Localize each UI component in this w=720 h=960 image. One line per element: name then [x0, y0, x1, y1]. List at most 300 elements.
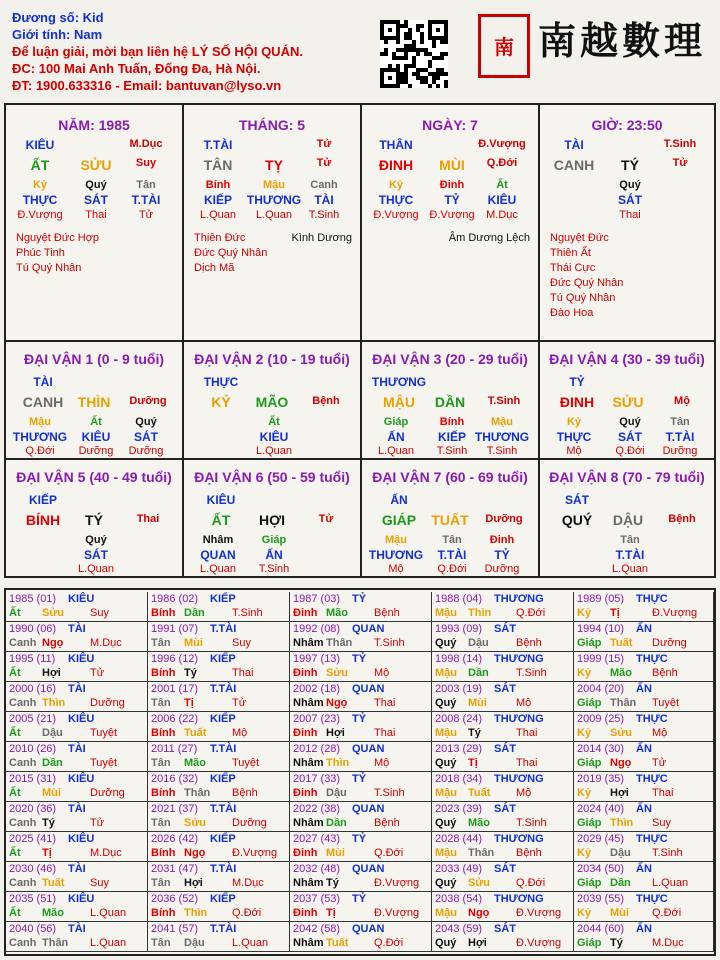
year-god: QUAN	[352, 803, 385, 815]
year-state: Thai	[232, 667, 254, 679]
pillar-stem: CANH	[553, 157, 595, 173]
pillar-title: GIỜ: 23:50	[591, 117, 663, 133]
year-state: Tuyệt	[652, 697, 680, 709]
dai-van-7	[362, 460, 540, 578]
year-label: 2040 (56)	[9, 923, 57, 935]
year-table	[4, 588, 716, 956]
dai-van-god: SÁT	[565, 493, 589, 507]
year-stem: Bính	[151, 667, 176, 679]
pillar-top: Tử	[316, 138, 332, 150]
year-stem: Kỷ	[577, 727, 592, 739]
year-god: KIẾP	[210, 773, 236, 785]
year-label: 2001 (17)	[151, 683, 199, 695]
year-state: T.Sinh	[516, 817, 547, 829]
year-stem: Mậu	[435, 787, 457, 799]
year-god: KIÊU	[68, 833, 95, 845]
year-branch: Mão	[184, 757, 206, 769]
owner-value: Kid	[82, 10, 104, 25]
year-state: T.Sinh	[516, 667, 547, 679]
year-label: 2027 (43)	[293, 833, 341, 845]
hidden-god: KIẾP	[437, 430, 466, 444]
year-god: THỰC	[636, 713, 668, 725]
year-state: M.Dục	[90, 847, 122, 859]
hidden-state: T.Sinh	[258, 563, 290, 575]
hidden-stem: Quý	[85, 534, 107, 546]
year-god: THỰC	[636, 893, 668, 905]
hidden-stem: Đinh	[439, 179, 465, 191]
dai-van-state: Mộ	[674, 395, 690, 407]
dai-van-god: TÀI	[33, 375, 53, 389]
year-branch: Mão	[42, 907, 64, 919]
year-branch: Mùi	[468, 697, 487, 709]
year-cell	[6, 742, 148, 772]
year-cell	[148, 892, 290, 922]
year-cell	[6, 832, 148, 862]
year-state: M.Dục	[652, 937, 684, 949]
pillar-grid	[4, 103, 716, 578]
year-label: 2011 (27)	[151, 743, 198, 755]
hidden-stem: Bính	[439, 416, 465, 428]
year-branch: Sửu	[326, 667, 349, 679]
year-stem: Tân	[151, 877, 171, 889]
year-label: 1997 (13)	[293, 653, 341, 665]
year-state: Tử	[232, 697, 247, 709]
year-god: THƯƠNG	[494, 713, 544, 725]
hidden-state: L.Quan	[611, 563, 649, 575]
year-god: TỶ	[352, 773, 367, 785]
year-branch: Thìn	[184, 907, 208, 919]
year-label: 2035 (51)	[9, 893, 57, 905]
year-branch: Dần	[42, 757, 63, 769]
dai-van-branch: DẦN	[434, 394, 466, 410]
gender-value: Nam	[73, 27, 103, 42]
year-label: 2038 (54)	[435, 893, 483, 905]
year-state: Q.Đới	[374, 937, 404, 949]
hidden-state: T.Sinh	[436, 445, 468, 457]
year-label: 1993 (09)	[435, 623, 483, 635]
year-cell	[6, 712, 148, 742]
year-label: 2020 (36)	[9, 803, 57, 815]
year-god: KIẾP	[210, 653, 236, 665]
year-label: 2029 (45)	[577, 833, 625, 845]
year-stem: Kỷ	[577, 607, 592, 619]
year-state: Dưỡng	[652, 637, 687, 649]
year-god: TỶ	[352, 833, 367, 845]
year-state: L.Quan	[232, 937, 269, 949]
year-stem: Bính	[151, 907, 176, 919]
hidden-state: Dưỡng	[484, 563, 520, 575]
year-state: Mộ	[516, 697, 532, 709]
year-branch: Dậu	[184, 937, 205, 949]
year-cell	[290, 922, 432, 952]
dai-van-god: THỰC	[203, 375, 239, 389]
hidden-state: Dưỡng	[128, 445, 164, 457]
year-god: KIÊU	[68, 653, 95, 665]
year-stem: Ất	[9, 667, 21, 679]
year-branch: Ngọ	[610, 757, 632, 769]
year-state: Dưỡng	[90, 787, 125, 799]
year-state: Đ.Vượng	[516, 907, 562, 919]
dai-van-4	[540, 342, 716, 460]
pillar-top: T.Sinh	[663, 138, 697, 150]
year-god: ẤN	[636, 683, 652, 695]
hidden-state: Thai	[85, 209, 107, 221]
hidden-stem: Ất	[90, 416, 102, 428]
hidden-god: KIÊU	[81, 430, 111, 444]
year-label: 2015 (31)	[9, 773, 57, 785]
hidden-state: Đ.Vượng	[429, 209, 475, 221]
year-cell	[148, 682, 290, 712]
gender-label: Giới tính:	[12, 27, 71, 42]
year-state: Tử	[90, 667, 105, 679]
year-stem: Nhâm	[293, 697, 324, 709]
year-god: SÁT	[494, 623, 516, 635]
year-stem: Quý	[435, 877, 457, 889]
year-state: Suy	[652, 817, 671, 829]
year-cell	[574, 622, 714, 652]
year-branch: Dậu	[326, 787, 347, 799]
year-god: KIÊU	[68, 593, 95, 605]
star-item: Dịch Mã	[194, 262, 235, 274]
dai-van-state: T.Sinh	[487, 395, 521, 407]
pillar-stem: SỬU	[80, 157, 112, 173]
star-item: Tú Quý Nhân	[550, 292, 616, 304]
year-label: 1994 (10)	[577, 623, 625, 635]
hidden-state: Đ.Vượng	[17, 209, 63, 221]
pillar-1	[184, 105, 362, 342]
year-state: Thai	[652, 787, 674, 799]
year-god: T.TÀI	[210, 923, 237, 935]
hidden-god: THỰC	[378, 193, 414, 207]
year-stem: Bính	[151, 727, 176, 739]
dai-van-stem: ĐINH	[559, 394, 595, 410]
year-cell	[432, 832, 574, 862]
year-state: Bệnh	[516, 847, 542, 859]
year-branch: Mùi	[184, 637, 203, 649]
year-stem: Kỷ	[577, 907, 592, 919]
year-god: TÀI	[68, 863, 86, 875]
year-stem: Tân	[151, 697, 171, 709]
year-branch: Hợi	[468, 937, 487, 949]
year-state: Bệnh	[374, 817, 400, 829]
year-cell	[432, 622, 574, 652]
hidden-god: THỰC	[22, 193, 58, 207]
year-stem: Giáp	[577, 697, 602, 709]
year-branch: Thân	[326, 637, 353, 649]
hidden-stem: Mậu	[29, 416, 51, 428]
dai-van-title: ĐẠI VẬN 7 (60 - 69 tuổi)	[372, 469, 528, 485]
year-branch: Thân	[610, 697, 637, 709]
year-branch: Thân	[184, 787, 211, 799]
year-cell	[432, 922, 574, 952]
year-stem: Nhâm	[293, 757, 324, 769]
year-branch: Mùi	[610, 907, 629, 919]
hidden-stem: Quý	[619, 179, 641, 191]
hidden-stem: Ất	[268, 416, 280, 428]
year-cell	[290, 682, 432, 712]
year-god: ẤN	[636, 803, 652, 815]
pillar-stem: Tử	[316, 157, 332, 169]
year-cell	[148, 922, 290, 952]
hidden-state: L.Quan	[255, 209, 293, 221]
dai-van-stem: GIÁP	[381, 512, 417, 528]
pillar-stem: Q.Đới	[486, 157, 518, 169]
dai-van-branch: TÝ	[85, 512, 103, 528]
year-cell	[432, 712, 574, 742]
year-state: Suy	[90, 607, 109, 619]
year-cell	[148, 742, 290, 772]
year-cell	[148, 802, 290, 832]
year-stem: Canh	[9, 817, 37, 829]
year-label: 2000 (16)	[9, 683, 57, 695]
hidden-state: L.Quan	[255, 445, 293, 457]
year-label: 2007 (23)	[293, 713, 341, 725]
dai-van-stem: KỶ	[211, 394, 231, 410]
year-label: 2021 (37)	[151, 803, 199, 815]
pillar-title: NGÀY: 7	[422, 117, 478, 133]
year-stem: Canh	[9, 757, 37, 769]
hidden-state: T.Sinh	[308, 209, 340, 221]
year-state: T.Sinh	[374, 637, 405, 649]
dai-van-3	[362, 342, 540, 460]
year-branch: Sửu	[468, 877, 491, 889]
year-label: 2042 (58)	[293, 923, 341, 935]
qr-code	[380, 20, 448, 88]
year-label: 2028 (44)	[435, 833, 483, 845]
year-cell	[148, 652, 290, 682]
year-god: THƯƠNG	[494, 833, 544, 845]
hidden-stem: Canh	[310, 179, 338, 191]
year-cell	[290, 742, 432, 772]
year-god: TỶ	[352, 653, 367, 665]
year-cell	[6, 892, 148, 922]
year-stem: Giáp	[577, 757, 602, 769]
year-state: Q.Đới	[652, 907, 682, 919]
year-god: QUAN	[352, 743, 385, 755]
year-label: 2031 (47)	[151, 863, 199, 875]
year-label: 1986 (02)	[151, 593, 199, 605]
year-label: 1996 (12)	[151, 653, 199, 665]
year-branch: Thìn	[42, 697, 66, 709]
year-stem: Đinh	[293, 727, 318, 739]
star-item: Tú Quý Nhân	[16, 262, 82, 274]
year-god: TÀI	[68, 923, 86, 935]
year-cell	[574, 592, 714, 622]
year-state: Bệnh	[232, 787, 258, 799]
hidden-state: Mộ	[566, 445, 582, 457]
dai-van-stem: CANH	[22, 394, 64, 410]
year-branch: Tị	[184, 697, 194, 709]
dai-van-branch: SỬU	[612, 394, 644, 410]
year-stem: Mậu	[435, 727, 457, 739]
year-cell	[290, 772, 432, 802]
hidden-stem: Quý	[619, 416, 641, 428]
dai-van-state: Dưỡng	[129, 395, 167, 407]
star-item: Phúc Tinh	[16, 247, 65, 259]
hidden-god: KIÊU	[487, 193, 517, 207]
year-branch: Sửu	[42, 607, 65, 619]
year-god: T.TÀI	[210, 683, 237, 695]
year-god: TỶ	[352, 713, 367, 725]
hidden-stem: Tân	[136, 179, 156, 191]
year-state: Đ.Vượng	[232, 847, 278, 859]
hidden-god: QUAN	[200, 548, 236, 562]
year-label: 2036 (52)	[151, 893, 199, 905]
year-cell	[6, 802, 148, 832]
year-cell	[290, 832, 432, 862]
year-god: QUAN	[352, 683, 385, 695]
year-label: 1999 (15)	[577, 653, 625, 665]
pillar-title: THÁNG: 5	[238, 117, 306, 133]
hidden-stem: Quý	[135, 416, 157, 428]
year-god: SÁT	[494, 683, 516, 695]
hidden-state: L.Quan	[77, 563, 115, 575]
year-cell	[432, 652, 574, 682]
pillar-stem: TỴ	[265, 157, 283, 173]
year-cell	[432, 892, 574, 922]
year-god: T.TÀI	[210, 623, 237, 635]
year-branch: Tị	[610, 607, 620, 619]
year-branch: Tuất	[184, 727, 207, 739]
year-state: Tử	[90, 817, 105, 829]
year-stem: Giáp	[577, 937, 602, 949]
year-stem: Nhâm	[293, 937, 324, 949]
year-stem: Mậu	[435, 847, 457, 859]
hidden-stem: Tân	[620, 534, 640, 546]
year-cell	[574, 922, 714, 952]
year-cell	[574, 742, 714, 772]
year-label: 2024 (40)	[577, 803, 625, 815]
year-god: KIÊU	[68, 893, 95, 905]
year-stem: Đinh	[293, 847, 318, 859]
dai-van-stem: ẤT	[211, 512, 231, 528]
year-stem: Canh	[9, 877, 37, 889]
year-god: THƯƠNG	[494, 653, 544, 665]
year-state: Mộ	[516, 787, 532, 799]
contact-line: Để luận giải, mời bạn liên hệ LÝ SỐ HỘI QUÁN.	[12, 44, 303, 59]
year-stem: Kỷ	[577, 847, 592, 859]
pillar-0	[6, 105, 184, 342]
year-branch: Ngọ	[184, 847, 206, 859]
hidden-god: THƯƠNG	[368, 548, 424, 562]
year-stem: Mậu	[435, 667, 457, 679]
year-state: Bệnh	[374, 607, 400, 619]
year-cell	[290, 892, 432, 922]
year-state: Suy	[90, 877, 109, 889]
pillar-stem: Suy	[135, 157, 157, 169]
dai-van-title: ĐẠI VẬN 6 (50 - 59 tuổi)	[194, 469, 350, 485]
hidden-god: THƯƠNG	[474, 430, 530, 444]
dai-van-stem: BÍNH	[25, 512, 61, 528]
year-branch: Tị	[326, 907, 336, 919]
year-god: ẤN	[636, 623, 652, 635]
year-stem: Nhâm	[293, 817, 324, 829]
year-branch: Mão	[468, 817, 490, 829]
year-branch: Tuất	[42, 877, 65, 889]
year-cell	[6, 652, 148, 682]
year-branch: Dậu	[468, 637, 489, 649]
pillar-3	[540, 105, 716, 342]
star-item: Thiên Đức	[194, 232, 246, 244]
dai-van-title: ĐẠI VẬN 3 (20 - 29 tuổi)	[372, 351, 528, 367]
year-god: THƯƠNG	[494, 893, 544, 905]
star-item: Đào Hoa	[550, 307, 594, 319]
year-state: Dưỡng	[90, 697, 125, 709]
hidden-god: KIẾP	[203, 193, 232, 207]
year-stem: Tân	[151, 817, 171, 829]
year-stem: Bính	[151, 787, 176, 799]
year-stem: Nhâm	[293, 637, 324, 649]
year-branch: Tuất	[610, 637, 633, 649]
year-cell	[290, 712, 432, 742]
year-branch: Sửu	[610, 727, 633, 739]
year-state: Tuyệt	[90, 757, 118, 769]
year-label: 2014 (30)	[577, 743, 625, 755]
year-label: 2004 (20)	[577, 683, 625, 695]
year-state: Mộ	[652, 727, 668, 739]
star-item: Kình Dương	[291, 232, 352, 244]
year-branch: Tuất	[326, 937, 349, 949]
year-cell	[574, 652, 714, 682]
year-state: Bệnh	[516, 637, 542, 649]
year-branch: Sửu	[184, 817, 207, 829]
dai-van-state: Dưỡng	[485, 513, 523, 525]
hidden-stem: Kỷ	[566, 416, 582, 428]
year-branch: Ngọ	[326, 697, 348, 709]
hidden-god: T.TÀI	[615, 548, 645, 562]
dai-van-8	[540, 460, 716, 578]
star-item: Đức Quý Nhân	[194, 247, 268, 259]
year-stem: Canh	[9, 697, 37, 709]
year-state: Q.Đới	[516, 877, 546, 889]
dai-van-branch: TUẤT	[431, 512, 469, 528]
dai-van-6	[184, 460, 362, 578]
year-branch: Tị	[468, 757, 478, 769]
year-stem: Mậu	[435, 607, 457, 619]
hidden-state: L.Quan	[377, 445, 415, 457]
year-stem: Canh	[9, 637, 37, 649]
year-label: 1987 (03)	[293, 593, 341, 605]
owner-info	[12, 9, 303, 94]
pillar-title: NĂM: 1985	[58, 117, 130, 133]
hidden-state: Dưỡng	[662, 445, 698, 457]
year-god: SÁT	[494, 863, 516, 875]
year-stem: Quý	[435, 937, 457, 949]
year-cell	[290, 652, 432, 682]
pillar-top: THÂN	[379, 138, 413, 152]
year-label: 2018 (34)	[435, 773, 483, 785]
dai-van-state: Tử	[318, 513, 334, 525]
year-label: 1988 (04)	[435, 593, 483, 605]
year-god: ẤN	[636, 923, 652, 935]
pillar-top: Đ.Vượng	[478, 138, 526, 150]
year-god: QUAN	[352, 623, 385, 635]
year-label: 2023 (39)	[435, 803, 483, 815]
year-stem: Quý	[435, 817, 457, 829]
year-cell	[290, 622, 432, 652]
year-state: Đ.Vượng	[652, 607, 698, 619]
year-cell	[432, 802, 574, 832]
year-state: Tuyệt	[90, 727, 118, 739]
dai-van-title: ĐẠI VẬN 4 (30 - 39 tuổi)	[549, 351, 705, 367]
pillar-stem: Tử	[672, 157, 688, 169]
hidden-state: L.Quan	[199, 209, 237, 221]
year-branch: Thân	[42, 937, 69, 949]
year-branch: Dần	[326, 817, 347, 829]
hidden-god: ẤN	[387, 430, 405, 444]
year-label: 2030 (46)	[9, 863, 57, 875]
year-cell	[6, 772, 148, 802]
